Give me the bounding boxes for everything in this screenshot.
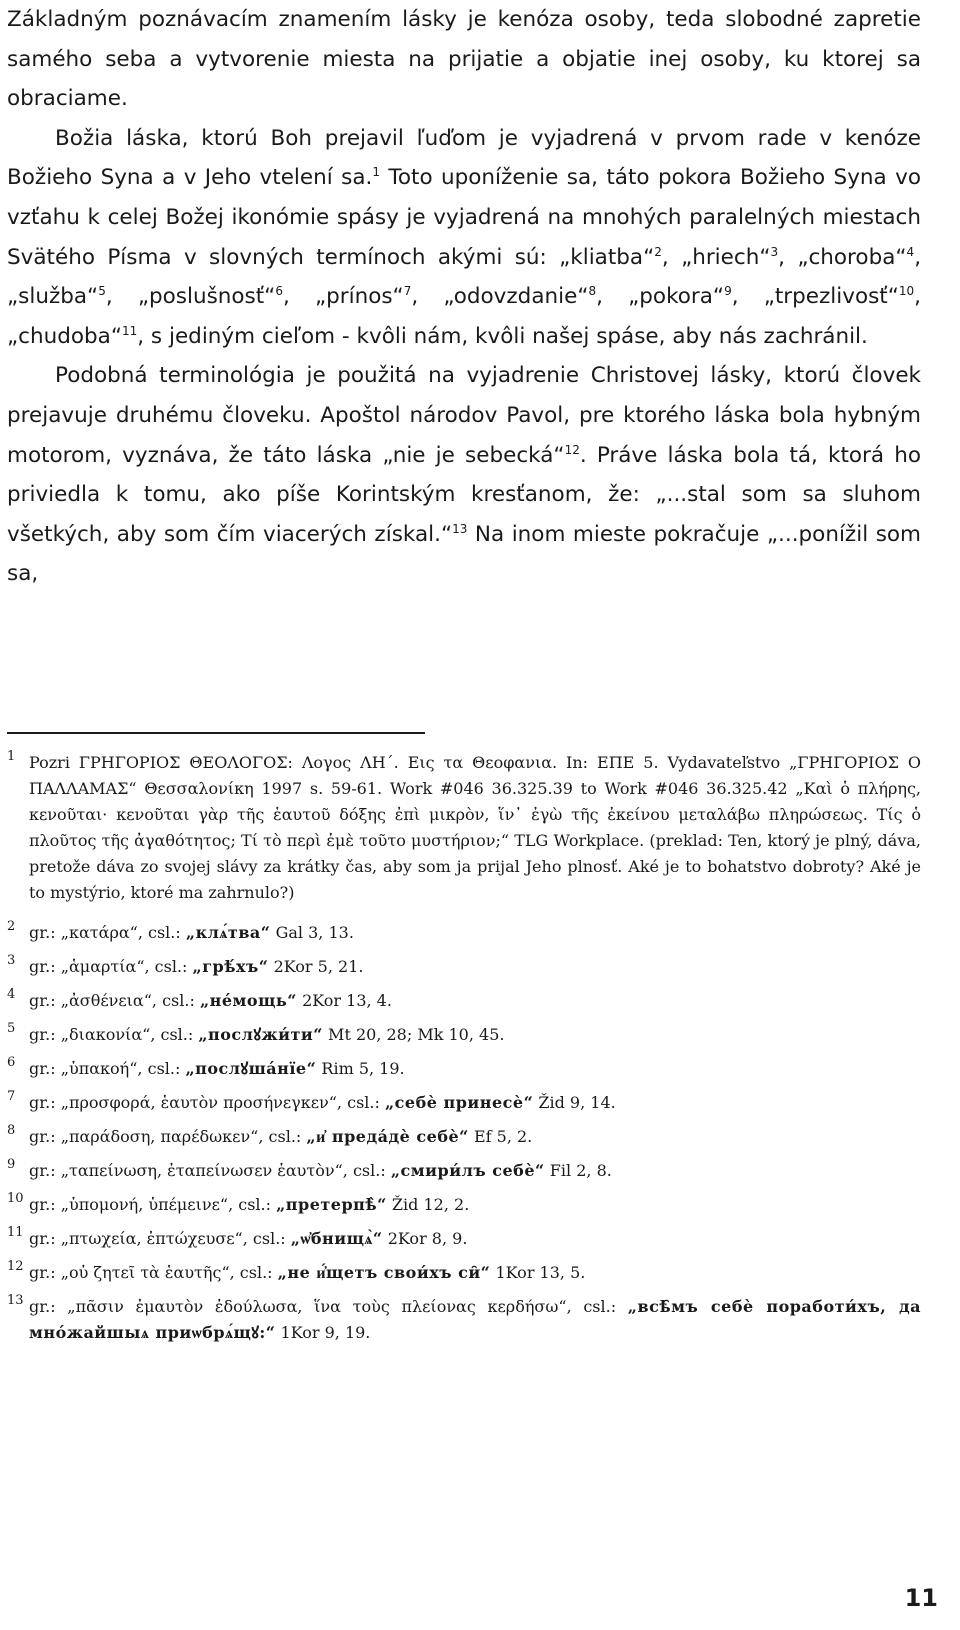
footnote-6 [7, 1056, 921, 1082]
paragraph-2 [7, 119, 921, 357]
footnote-greek: gr.: „ὑπομονή, ὑπέμεινε“, csl.: [29, 1195, 277, 1214]
footnote-ref[interactable]: 5 [98, 284, 106, 299]
footnote-ref[interactable]: 4 [906, 244, 915, 259]
footnote-greek: gr.: „παράδοση, παρέδωκεν“, csl.: [29, 1127, 307, 1146]
footnote-number: 13 [7, 1293, 24, 1308]
footnote-7 [7, 1090, 921, 1116]
footnote-ref[interactable]: 1 [372, 165, 380, 180]
footnote-slavonic: „послꙋша́нїе“ [185, 1059, 317, 1078]
footnote-greek: gr.: „πτωχεία, ἐπτώχευσε“, csl.: [29, 1229, 291, 1248]
paragraph-2-text-f: , „poslušnosť“ [105, 284, 276, 310]
footnote-greek: gr.: „οὐ ζητεῖ τὰ ἑαυτῆς“, csl.: [29, 1263, 278, 1282]
footnote-number: 7 [7, 1089, 16, 1104]
footnote-number: 6 [7, 1055, 16, 1070]
footnote-12 [7, 1260, 921, 1286]
footnote-ref[interactable]: 3 [770, 244, 779, 259]
footnote-reference: Ef 5, 2. [468, 1127, 533, 1146]
footnote-ref[interactable]: 11 [121, 323, 138, 338]
footnote-9 [7, 1158, 921, 1184]
footnote-text: Pozri ΓΡΗΓΟΡΙΟΣ ΘΕΟΛΟΓΟΣ: Λογος ΛΗ΄. Εις τα Θεοφανια. In: ΕΠΕ 5. Vydavateľstvo „ΓΡΗΓΟΡΙΟΣ Ο ΠΑΛΛΑΜΑΣ“ Θεσσαλονίκη 1997 s. 59-61. Work #046 36.325.39 to Work #046 36.325.42 „Καὶ ὁ πλήρης, κενοῦται· κενοῦται γὰρ τῆς ἑαυτοῦ δόξης ἐπὶ μικρὸν, ἵν᾽ ἐγὼ τῆς ἐκείνου μεταλάβω πληρώσεως. Τίς ὁ πλοῦτος τῆς ἀγαθότητος; Τί τὸ περὶ ἐμὲ τοῦτο μυστήριον;“ TLG Workplace. (preklad: Ten, ktorý je plný, dáva, pretože dáva zo svojej slávy za krátky čas, aby som ja prijal Jeho plnosť. Aké je to bohatstvo dobroty? Aké je to mystýrio, ktoré ma zahrnulo?) [29, 753, 921, 902]
footnote-4 [7, 988, 921, 1014]
paragraph-2-text-g: , „prínos“ [282, 284, 404, 310]
footnote-separator [7, 732, 425, 734]
footnote-5 [7, 1022, 921, 1048]
footnote-number: 2 [7, 919, 16, 934]
footnote-greek: gr.: „προσφορά, ἑαυτὸν προσήνεγκεν“, csl.: [29, 1093, 385, 1112]
paragraph-2-text-e: , „služba“ [7, 244, 922, 310]
footnote-number: 3 [7, 953, 16, 968]
footnote-ref[interactable]: 13 [452, 521, 468, 536]
footnote-reference: 1Kor 13, 5. [490, 1263, 586, 1282]
footnote-11 [7, 1226, 921, 1252]
paragraph-1: Základným poznávacím znamením lásky je kenóza osoby, teda slobodné zapretie samého seba a vytvorenie miesta na prijatie a objatie inej osoby, ku ktorej sa obraciame. [7, 7, 921, 112]
footnote-number: 1 [7, 749, 16, 764]
footnote-greek: gr.: „διακονία“, csl.: [29, 1025, 199, 1044]
paragraph-2-text-h: , „odovzdanie“ [411, 284, 589, 310]
footnote-slavonic: „не́мощь“ [199, 991, 297, 1010]
paragraph-3-text-a: Podobná terminológia je použitá na vyjadrenie Christovej lásky, ktorú človek prejavuje druhému človeku. Apoštol národov Pavol, pre ktorého láska bola hybným motorom, vyznáva, že táto láska „nie je sebecká“ [7, 363, 921, 468]
footnote-ref[interactable]: 7 [403, 284, 412, 299]
footnote-number: 8 [7, 1123, 16, 1138]
footnote-ref[interactable]: 9 [724, 284, 732, 299]
footnote-greek: gr.: „ταπείνωση, ἐταπείνωσεν ἑαυτὸν“, csl.: [29, 1161, 391, 1180]
footnote-reference: Fil 2, 8. [544, 1161, 612, 1180]
footnote-3 [7, 954, 921, 980]
footnote-greek: gr.: „κατάρα“, csl.: [29, 923, 186, 942]
footnote-reference: Mt 20, 28; Mk 10, 45. [322, 1025, 505, 1044]
paragraph-2-text-j: , „trpezlivosť“ [731, 284, 899, 310]
footnote-ref[interactable]: 12 [564, 442, 580, 457]
footnotes [7, 750, 921, 1354]
paragraph-2-text-c: , „hriech“ [661, 244, 771, 270]
paragraph-2-text-a: Božia láska, ktorú Boh prejavil ľuďom je vyjadrená v prvom rade v kenóze Božieho Syna a v Jeho vtelení sa. [7, 125, 921, 191]
footnote-ref[interactable]: 6 [275, 284, 283, 299]
footnote-number: 10 [7, 1191, 24, 1206]
footnote-slavonic: „не и҆́щетъ свои́хъ си̑“ [277, 1263, 491, 1282]
paragraph-3 [7, 356, 921, 594]
footnote-number: 5 [7, 1021, 16, 1036]
main-text [7, 0, 921, 594]
paragraph-2-text-l: , s jediným cieľom - kvôli nám, kvôli našej spáse, aby nás zachránil. [137, 323, 868, 349]
footnote-10 [7, 1192, 921, 1218]
footnote-ref[interactable]: 10 [898, 284, 915, 299]
paragraph-2-text-d: , „choroba“ [778, 244, 907, 270]
footnote-reference: 2Kor 8, 9. [382, 1229, 468, 1248]
footnote-number: 12 [7, 1259, 24, 1274]
footnote-slavonic: „смири́лъ себѐ“ [390, 1161, 545, 1180]
footnote-slavonic: „всѣ̑мъ себѐ поработи́хъ, да мно́жайшыѧ приѡбрѧ́щꙋ:“ [29, 1297, 922, 1342]
footnote-slavonic: „послꙋжи́ти“ [198, 1025, 323, 1044]
footnote-2 [7, 920, 921, 946]
footnote-slavonic: „и҆ преда́дѐ себѐ“ [306, 1127, 469, 1146]
footnote-number: 4 [7, 987, 16, 1002]
footnote-1 [7, 750, 921, 906]
footnote-reference: Žid 9, 14. [533, 1093, 616, 1112]
footnote-ref[interactable]: 8 [588, 284, 597, 299]
footnote-13 [7, 1294, 921, 1346]
footnote-slavonic: „ѡ҆бнищѧ̀“ [290, 1229, 383, 1248]
footnote-slavonic: „себѐ принесѐ“ [384, 1093, 534, 1112]
footnote-greek: gr.: „ἁμαρτία“, csl.: [29, 957, 193, 976]
footnote-number: 11 [7, 1225, 24, 1240]
page-number: 11 [904, 1584, 938, 1612]
footnote-slavonic: „клѧ́тва“ [185, 923, 271, 942]
footnote-greek: gr.: „πᾶσιν ἐμαυτὸν ἐδούλωσα, ἵνα τοὺς πλείονας κερδήσω“, csl.: [29, 1297, 628, 1316]
paragraph-2-text-i: , „pokora“ [596, 284, 725, 310]
paragraph-3-text-c: Na inom mieste pokračuje „...ponížil som sa, [7, 521, 921, 587]
footnote-reference: Rim 5, 19. [316, 1059, 405, 1078]
paragraph-2-text-k: , „chudoba“ [7, 284, 921, 349]
footnote-reference: 1Kor 9, 19. [275, 1323, 371, 1342]
footnote-number: 9 [7, 1157, 16, 1172]
footnote-reference: 2Kor 13, 4. [296, 991, 392, 1010]
footnote-greek: gr.: „ἀσθένεια“, csl.: [29, 991, 200, 1010]
footnote-reference: Gal 3, 13. [270, 923, 354, 942]
footnote-slavonic: „претерпѣ̀“ [276, 1195, 387, 1214]
footnote-ref[interactable]: 2 [654, 244, 662, 259]
paragraph-3-text-b: . Práve láska bola tá, ktorá ho priviedla k tomu, ako píše Korintským kresťanom, že: „...stal som sa sluhom všetkých, aby som čím viacerých získal.“ [7, 442, 921, 547]
footnote-8 [7, 1124, 921, 1150]
footnote-slavonic: „грѣ́хъ“ [192, 957, 269, 976]
footnote-reference: 2Kor 5, 21. [268, 957, 364, 976]
paragraph-2-text-b: Toto uponíženie sa, táto pokora Božieho Syna vo vzťahu k celej Božej ikonómie spásy je vyjadrená na mnohých paralelných miestach Svätého Písma v slovných termínoch akými sú: „kliatba“ [7, 165, 921, 270]
footnote-greek: gr.: „ὑπακοή“, csl.: [29, 1059, 186, 1078]
footnote-reference: Žid 12, 2. [386, 1195, 470, 1214]
